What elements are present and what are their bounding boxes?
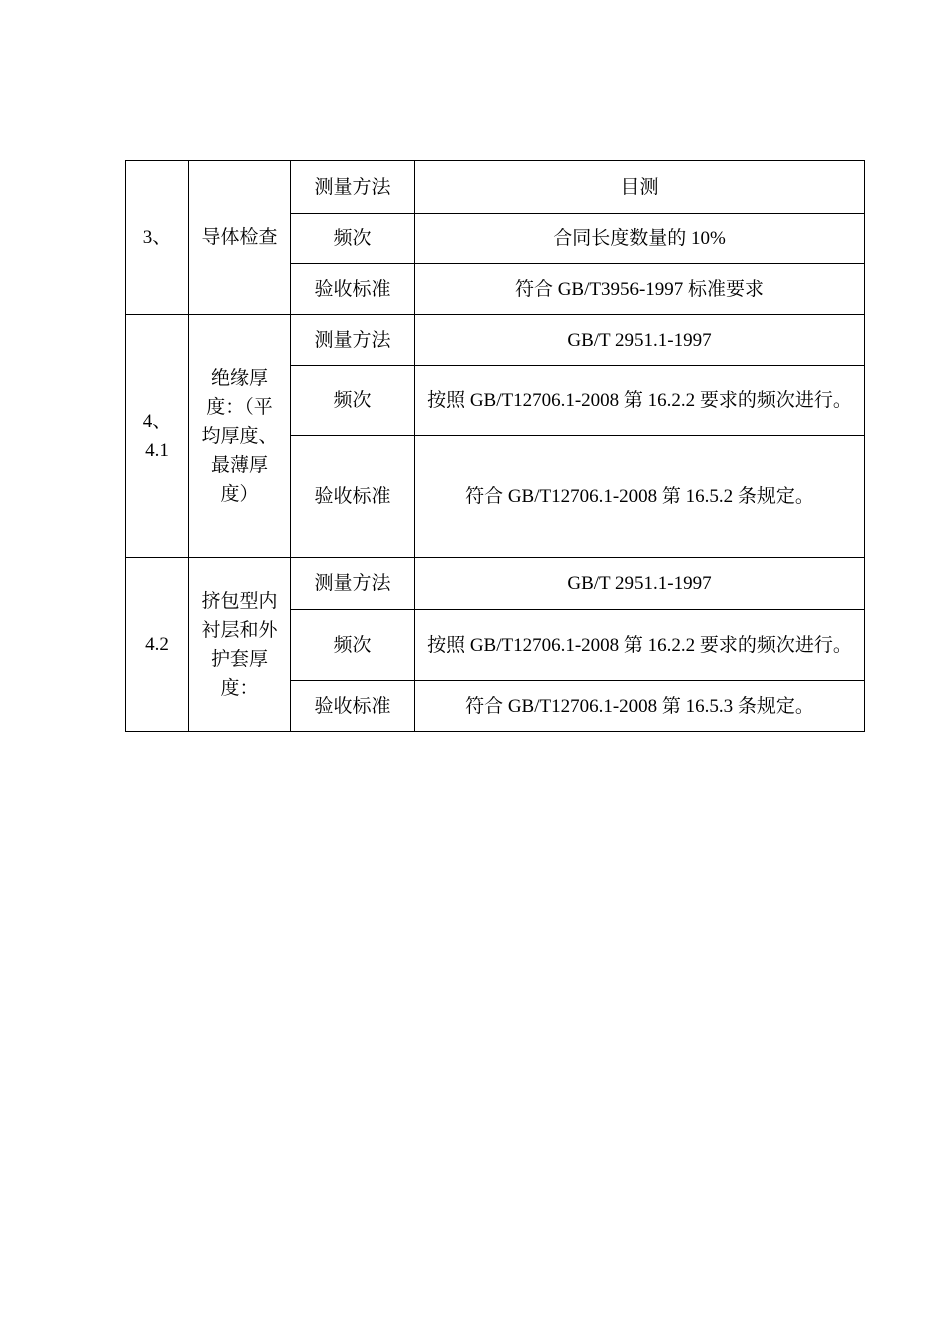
item-number: 4.2 [126,558,189,732]
row-label: 频次 [291,214,415,264]
item-number: 3、 [126,161,189,315]
inspection-table [125,160,865,732]
item-name: 导体检查 [189,161,291,315]
item-number: 4、 4.1 [126,315,189,558]
item-name: 绝缘厚度：（平均厚度、最薄厚度） [189,315,291,558]
row-value: GB/T 2951.1-1997 [415,558,865,610]
item-name: 挤包型内衬层和外护套厚度： [189,558,291,732]
table-row [126,315,865,366]
row-value: 按照 GB/T12706.1-2008 第 16.2.2 要求的频次进行。 [415,610,865,681]
row-label: 频次 [291,366,415,436]
row-value: 符合 GB/T3956-1997 标准要求 [415,264,865,315]
row-label: 验收标准 [291,436,415,558]
row-value: 合同长度数量的 10% [415,214,865,264]
table-row [126,161,865,214]
row-label: 测量方法 [291,558,415,610]
row-label: 频次 [291,610,415,681]
row-value: GB/T 2951.1-1997 [415,315,865,366]
row-label: 验收标准 [291,264,415,315]
row-value: 符合 GB/T12706.1-2008 第 16.5.3 条规定。 [415,681,865,732]
table-row [126,558,865,610]
row-label: 测量方法 [291,315,415,366]
row-label: 测量方法 [291,161,415,214]
row-value: 按照 GB/T12706.1-2008 第 16.2.2 要求的频次进行。 [415,366,865,436]
row-value: 目测 [415,161,865,214]
row-value: 符合 GB/T12706.1-2008 第 16.5.2 条规定。 [415,436,865,558]
row-label: 验收标准 [291,681,415,732]
